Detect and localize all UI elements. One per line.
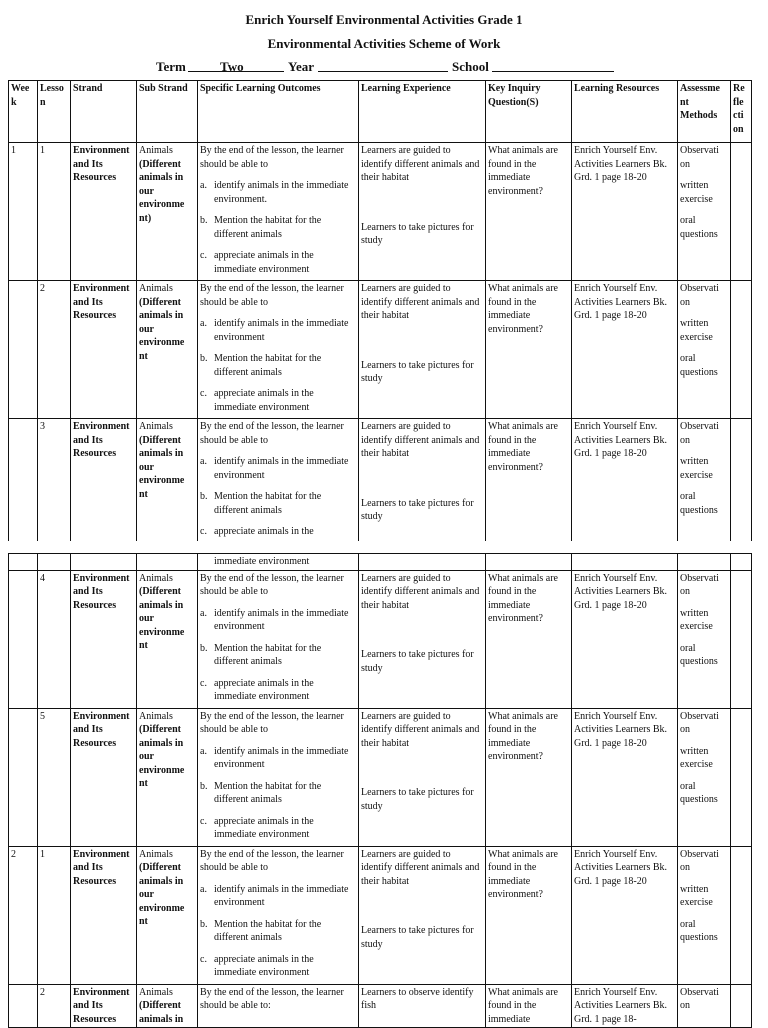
experience-text-1: Learners are guided to identify different animals and their habitat (361, 572, 480, 611)
outcome-a: a. identify animals in the immediate environment (200, 883, 356, 910)
assessment-2: written exercise (680, 318, 713, 343)
outcome-b-text: Mention the habitat for the different animals (214, 642, 322, 667)
outcomes-cell (198, 846, 359, 984)
school-underline (492, 59, 614, 72)
outcome-intro: By the end of the lesson, the learner should be able to (200, 421, 344, 446)
outcome-c-text: appreciate animals in the immediate environment (214, 677, 314, 702)
sub-strand-bold: (Different animals in our environme nt (139, 434, 185, 500)
outcome-c-text: appreciate animals in the immediate environment (214, 815, 314, 840)
assessment-2: written exercise (680, 745, 713, 770)
outcome-a: a. identify animals in the immediate environment (200, 607, 356, 634)
lesson-cell: 5 (38, 708, 71, 846)
table-row (9, 281, 752, 419)
assessment-2: written exercise (680, 456, 713, 481)
sub-strand-cell (137, 570, 198, 708)
table-row (9, 708, 752, 846)
col-sub-strand: Sub Strand (137, 81, 198, 143)
col-assessment: Assessme nt Methods (678, 81, 731, 143)
experience-text-1: Learners are guided to identify different animals and their habitat (361, 145, 480, 183)
inquiry-cell: What animals are found in the immediate environment? (486, 708, 572, 846)
continuation-text: immediate environment (198, 554, 359, 571)
col-strand: Strand (71, 81, 137, 143)
week-cell (9, 570, 38, 708)
inquiry-cell: What animals are found in the immediate environment? (486, 570, 572, 708)
assessment-cell (678, 281, 731, 419)
assessment-cell (678, 708, 731, 846)
week-cell (9, 708, 38, 846)
outcomes-cell (198, 984, 359, 1028)
year-underline (318, 59, 448, 72)
resources-cell: Enrich Yourself Env. Activities Learners Bk. Grd. 1 page 18- (572, 984, 678, 1028)
outcome-c-text: appreciate animals in the (214, 526, 314, 537)
experience-text-1: Learners are guided to identify different animals and their habitat (361, 283, 480, 321)
experience-text-2: Learners to take pictures for study (361, 359, 474, 384)
outcome-b: b. Mention the habitat for the different animals (200, 214, 356, 241)
outcome-c-text: appreciate animals in the immediate environment (214, 388, 314, 413)
assessment-3: oral questions (680, 780, 718, 805)
assessment-3: oral questions (680, 491, 718, 516)
outcome-intro: By the end of the lesson, the learner should be able to: (200, 986, 344, 1011)
outcome-c: c. appreciate animals in the (200, 526, 314, 537)
sub-strand-cell (137, 846, 198, 984)
sub-strand-bold: (Different animals in our environme nt) (139, 158, 185, 224)
strand-cell: Environment and Its Resources (71, 708, 137, 846)
experience-cell (359, 143, 486, 281)
assessment-1: Observati on (680, 848, 719, 873)
assessment-3: oral questions (680, 215, 718, 240)
strand-cell: Environment and Its Resources (71, 143, 137, 281)
reflection-cell (731, 984, 752, 1028)
sub-strand-bold: (Different animals in our environme nt (139, 296, 185, 362)
outcome-intro: By the end of the lesson, the learner should be able to (200, 283, 344, 308)
experience-cell (359, 419, 486, 549)
col-week: Wee k (9, 81, 38, 143)
col-lesson: Lesso n (38, 81, 71, 143)
sub-strand-plain: Animals (139, 145, 173, 156)
assessment-1: Observati on (680, 710, 719, 735)
experience-text-1: Learners to observe identify fish (361, 986, 474, 1011)
sub-strand-cell (137, 419, 198, 549)
outcome-a-text: identify animals in the immediate environment (214, 607, 349, 632)
outcome-c: c. appreciate animals in the immediate environment (200, 387, 356, 414)
assessment-cell (678, 143, 731, 281)
outcomes-cell (198, 281, 359, 419)
school-label: School (452, 59, 489, 74)
outcomes-cell (198, 419, 359, 549)
assessment-2: written exercise (680, 883, 713, 908)
resources-cell: Enrich Yourself Env. Activities Learners Bk. Grd. 1 page 18-20 (572, 570, 678, 708)
table-row (9, 419, 752, 549)
outcome-a-text: identify animals in the immediate environment (214, 745, 349, 770)
lesson-cell: 4 (38, 570, 71, 708)
outcome-c: c. appreciate animals in the immediate environment (200, 677, 356, 704)
outcome-b: b. Mention the habitat for the different animals (200, 352, 356, 379)
assessment-3: oral questions (680, 918, 718, 943)
document-title: Enrich Yourself Environmental Activities Grade 1 (245, 12, 523, 27)
sub-strand-bold: (Different animals in our environme nt (139, 724, 185, 789)
experience-cell (359, 281, 486, 419)
lesson-cell: 1 (38, 143, 71, 281)
outcome-a: a. identify animals in the immediate environment (200, 317, 356, 344)
assessment-2: written exercise (680, 607, 713, 632)
scheme-table-page2 (8, 553, 752, 1028)
experience-cell (359, 570, 486, 708)
col-resources: Learning Resources (572, 81, 678, 143)
strand-cell: Environment and Its Resources (71, 281, 137, 419)
outcome-a-text: identify animals in the immediate environment (214, 456, 349, 481)
table-row (9, 570, 752, 708)
reflection-cell (731, 143, 752, 281)
inquiry-cell: What animals are found in the immediate environment? (486, 143, 572, 281)
assessment-cell (678, 984, 731, 1028)
strand-cell: Environment and Its Resources (71, 984, 137, 1028)
resources-cell: Enrich Yourself Env. Activities Learners Bk. Grd. 1 page 18-20 (572, 419, 678, 549)
week-cell (9, 281, 38, 419)
sub-strand-plain: Animals (139, 710, 173, 722)
outcomes-cell (198, 570, 359, 708)
col-experience: Learning Experience (359, 81, 486, 143)
assessment-3: oral questions (680, 642, 718, 667)
reflection-cell (731, 708, 752, 846)
sub-strand-plain: Animals (139, 848, 173, 860)
outcome-a-text: identify animals in the immediate environment (214, 318, 349, 343)
experience-text-2: Learners to take pictures for study (361, 925, 474, 950)
strand-cell: Environment and Its Resources (71, 419, 137, 549)
week-cell: 2 (9, 846, 38, 984)
outcome-b: b. Mention the habitat for the different animals (200, 490, 356, 517)
outcome-c: c. appreciate animals in the immediate environment (200, 249, 356, 276)
outcome-c-text: appreciate animals in the immediate environment (214, 250, 314, 275)
experience-text-1: Learners are guided to identify different animals and their habitat (361, 848, 480, 887)
assessment-cell (678, 846, 731, 984)
outcome-c-text: appreciate animals in the immediate environment (214, 953, 314, 978)
sub-strand-plain: Animals (139, 421, 173, 432)
outcome-intro: By the end of the lesson, the learner should be able to (200, 572, 344, 597)
outcome-a: a. identify animals in the immediate environment (200, 745, 356, 772)
reflection-cell (731, 419, 752, 549)
scheme-table-page1 (8, 80, 752, 549)
resources-cell: Enrich Yourself Env. Activities Learners Bk. Grd. 1 page 18-20 (572, 143, 678, 281)
experience-cell (359, 708, 486, 846)
sub-strand-cell (137, 281, 198, 419)
outcome-b: b. Mention the habitat for the different animals (200, 918, 356, 945)
outcome-intro: By the end of the lesson, the learner should be able to (200, 145, 344, 170)
table-row (9, 984, 752, 1028)
assessment-1: Observati on (680, 145, 719, 170)
table-header-row (9, 81, 752, 143)
table-row (9, 143, 752, 281)
experience-text-1: Learners are guided to identify different animals and their habitat (361, 710, 480, 749)
assessment-1: Observati on (680, 283, 719, 308)
week-cell (9, 984, 38, 1028)
assessment-1: Observati on (680, 986, 719, 1011)
resources-cell: Enrich Yourself Env. Activities Learners Bk. Grd. 1 page 18-20 (572, 846, 678, 984)
outcome-intro: By the end of the lesson, the learner should be able to (200, 848, 344, 873)
resources-cell: Enrich Yourself Env. Activities Learners Bk. Grd. 1 page 18-20 (572, 281, 678, 419)
outcome-b: b. Mention the habitat for the different animals (200, 780, 356, 807)
week-cell: 1 (9, 143, 38, 281)
sub-strand-bold: (Different animals in our environme nt (139, 862, 185, 927)
outcome-b-text: Mention the habitat for the different animals (214, 353, 322, 378)
page-gap (0, 541, 768, 551)
term-value: Two (220, 59, 244, 74)
sub-strand-cell (137, 984, 198, 1028)
continuation-row (9, 554, 752, 571)
outcome-b-text: Mention the habitat for the different animals (214, 918, 322, 943)
week-cell (9, 419, 38, 549)
col-reflection: Re fle cti on (731, 81, 752, 143)
sub-strand-bold: (Different animals in our environme nt (139, 586, 185, 651)
reflection-cell (731, 570, 752, 708)
sub-strand-bold: (Different animals in (139, 1000, 184, 1025)
strand-cell: Environment and Its Resources (71, 846, 137, 984)
col-inquiry: Key Inquiry Question(S) (486, 81, 572, 143)
assessment-3: oral questions (680, 353, 718, 378)
outcome-c: c. appreciate animals in the immediate environment (200, 815, 356, 842)
sub-strand-cell (137, 143, 198, 281)
experience-text-2: Learners to take pictures for study (361, 497, 474, 522)
experience-text-2: Learners to take pictures for study (361, 649, 474, 674)
document-subtitle: Environmental Activities Scheme of Work (267, 36, 501, 51)
experience-text-2: Learners to take pictures for study (361, 787, 474, 812)
resources-cell: Enrich Yourself Env. Activities Learners Bk. Grd. 1 page 18-20 (572, 708, 678, 846)
sub-strand-plain: Animals (139, 986, 173, 998)
experience-text-2: Learners to take pictures for study (361, 221, 474, 246)
reflection-cell (731, 281, 752, 419)
table-row (9, 846, 752, 984)
outcome-a: a. identify animals in the immediate environment. (200, 179, 356, 206)
sub-strand-cell (137, 708, 198, 846)
experience-cell (359, 846, 486, 984)
experience-text-1: Learners are guided to identify different animals and their habitat (361, 421, 480, 459)
outcome-c: c. appreciate animals in the immediate environment (200, 953, 356, 980)
assessment-cell (678, 419, 731, 549)
strand-cell: Environment and Its Resources (71, 570, 137, 708)
lesson-cell: 3 (38, 419, 71, 549)
outcomes-cell (198, 143, 359, 281)
lesson-cell: 1 (38, 846, 71, 984)
outcome-b: b. Mention the habitat for the different animals (200, 642, 356, 669)
outcome-b-text: Mention the habitat for the different animals (214, 491, 322, 516)
assessment-1: Observati on (680, 421, 719, 446)
outcome-a-text: identify animals in the immediate environment (214, 883, 349, 908)
outcome-b-text: Mention the habitat for the different animals (214, 780, 322, 805)
assessment-cell (678, 570, 731, 708)
outcome-b-text: Mention the habitat for the different animals (214, 215, 322, 240)
year-label: Year (288, 59, 314, 74)
sub-strand-plain: Animals (139, 283, 173, 294)
assessment-1: Observati on (680, 572, 719, 597)
term-label: Term (156, 59, 186, 74)
reflection-cell (731, 846, 752, 984)
inquiry-cell: What animals are found in the immediate environment? (486, 846, 572, 984)
inquiry-cell: What animals are found in the immediate (486, 984, 572, 1028)
lesson-cell: 2 (38, 984, 71, 1028)
col-outcomes: Specific Learning Outcomes (198, 81, 359, 143)
outcome-intro: By the end of the lesson, the learner should be able to (200, 710, 344, 735)
outcome-a-text: identify animals in the immediate environment. (214, 180, 349, 205)
inquiry-cell: What animals are found in the immediate environment? (486, 419, 572, 549)
lesson-cell: 2 (38, 281, 71, 419)
sub-strand-plain: Animals (139, 572, 173, 584)
outcomes-cell (198, 708, 359, 846)
inquiry-cell: What animals are found in the immediate environment? (486, 281, 572, 419)
assessment-2: written exercise (680, 180, 713, 205)
experience-cell (359, 984, 486, 1028)
outcome-a: a. identify animals in the immediate environment (200, 455, 356, 482)
